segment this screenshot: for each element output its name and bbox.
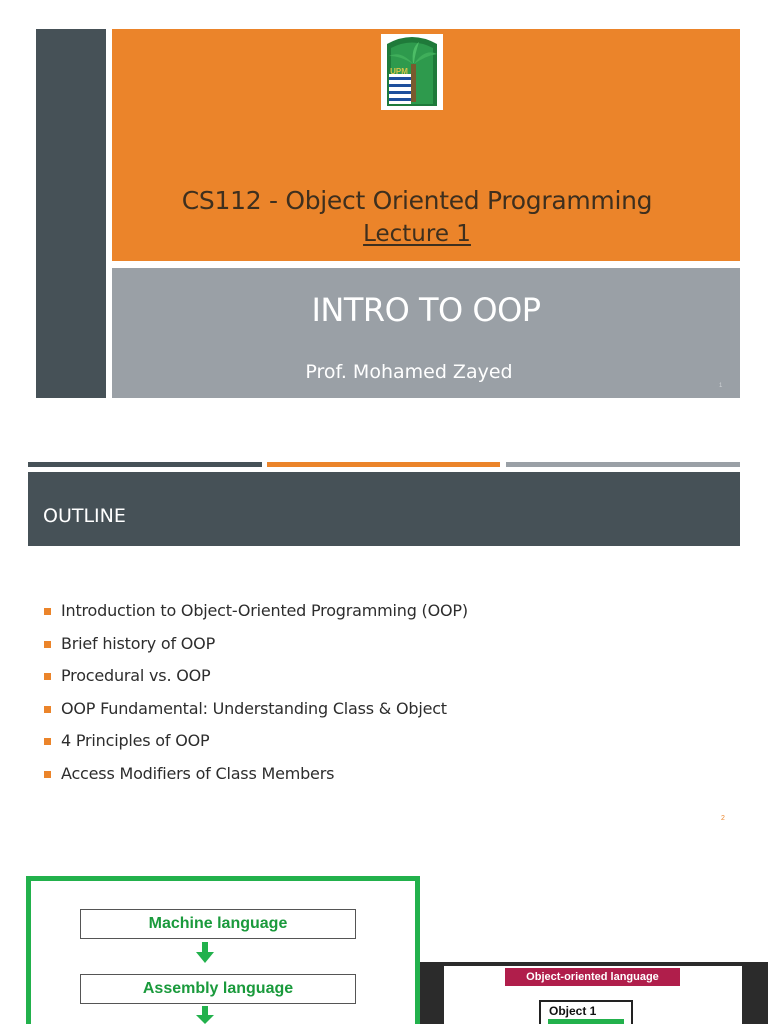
outline-heading: OUTLINE: [43, 505, 126, 527]
list-item-text: Access Modifiers of Class Members: [61, 763, 335, 783]
list-item-text: Procedural vs. OOP: [61, 666, 211, 685]
assembly-language-box: Assembly language: [80, 974, 356, 1004]
stripe-orange: [267, 462, 500, 467]
oo-language-label: Object-oriented language: [505, 968, 680, 986]
list-item: [44, 699, 468, 732]
lecture-text: Lecture 1: [363, 221, 471, 247]
upm-logo: [381, 34, 443, 110]
course-title: CS112 - Object Oriented Programming: [181, 186, 653, 215]
lecture-label: [112, 221, 722, 247]
arrow-down-icon: [196, 942, 214, 964]
list-item: [44, 666, 468, 699]
object-green-bar: [548, 1019, 624, 1024]
bullet-square-icon: [44, 738, 51, 745]
outline-header-bar: [28, 472, 740, 546]
list-item: [44, 731, 468, 764]
arrow-down-icon: [196, 1006, 214, 1024]
list-item: [44, 634, 468, 667]
list-item: [44, 764, 468, 797]
list-item-text: Introduction to Object-Oriented Programming (OOP): [61, 601, 468, 620]
slide1-dark-sidebar: [36, 29, 106, 398]
page-number: 2: [721, 815, 725, 822]
bullet-square-icon: [44, 608, 51, 615]
list-item-text: Brief history of OOP: [61, 633, 216, 653]
stripe-dark: [28, 462, 262, 467]
logo-text: UPM: [390, 67, 408, 76]
slide-title: INTRO TO OOP: [311, 291, 541, 329]
machine-language-box: Machine language: [80, 909, 356, 939]
list-item: [44, 601, 468, 634]
bullet-square-icon: [44, 641, 51, 648]
bullet-square-icon: [44, 771, 51, 778]
palm-logo-icon: [381, 34, 443, 110]
list-item-text: 4 Principles of OOP: [61, 731, 210, 750]
stripe-grey: [506, 462, 740, 467]
bullet-square-icon: [44, 706, 51, 713]
object-label: Object 1: [549, 1004, 597, 1018]
list-item-text: OOP Fundamental: Understanding Class & Object: [61, 698, 447, 718]
page-number: 1: [719, 383, 723, 389]
bullet-square-icon: [44, 673, 51, 680]
outline-list: [44, 601, 468, 796]
author-name: Prof. Mohamed Zayed: [305, 361, 513, 383]
